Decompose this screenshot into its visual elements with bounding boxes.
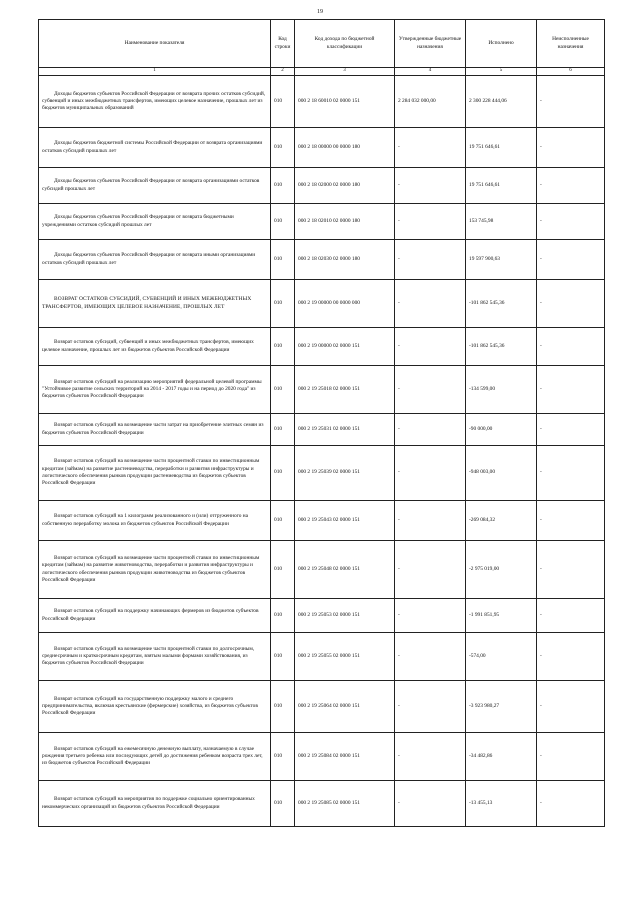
row-approved: -: [395, 128, 466, 168]
row-classification: 000 2 19 00000 02 0000 151: [295, 328, 395, 366]
row-classification: 000 2 19 25055 02 0000 151: [295, 633, 395, 681]
row-executed: -90 000,00: [466, 414, 537, 446]
row-approved: -: [395, 328, 466, 366]
column-number-row: [39, 68, 605, 76]
row-unexecuted: -: [537, 414, 605, 446]
row-executed: -948 003,00: [466, 446, 537, 501]
row-name: Возврат остатков субсидий на поддержку начинающих фермеров из бюджетов субъектов Российской Федерации: [39, 599, 271, 633]
row-name: Доходы бюджетов субъектов Российской Федерации от возврата организациями остатков субсидий прошлых лет: [39, 168, 271, 204]
column-number: 3: [295, 68, 395, 76]
row-approved: -: [395, 541, 466, 599]
row-unexecuted: -: [537, 76, 605, 128]
row-executed: -134 599,00: [466, 366, 537, 414]
header-approved: Утвержденные бюджетные назначения: [395, 20, 466, 68]
table-row: [39, 501, 605, 541]
row-executed: 19 751 646,61: [466, 168, 537, 204]
row-approved: 2 284 032 000,00: [395, 76, 466, 128]
row-code: 010: [271, 328, 295, 366]
row-executed: -574,00: [466, 633, 537, 681]
row-approved: -: [395, 501, 466, 541]
row-code: 010: [271, 280, 295, 328]
row-approved: -: [395, 781, 466, 827]
row-classification: 000 2 19 25085 02 0000 151: [295, 781, 395, 827]
row-code: 010: [271, 168, 295, 204]
table-row: [39, 328, 605, 366]
row-unexecuted: -: [537, 781, 605, 827]
row-unexecuted: -: [537, 681, 605, 733]
row-executed: -13 455,13: [466, 781, 537, 827]
column-number: 2: [271, 68, 295, 76]
header-name: Наименование показателя: [39, 20, 271, 68]
row-approved: -: [395, 599, 466, 633]
header-code: Код строки: [271, 20, 295, 68]
table-row: [39, 633, 605, 681]
header-unexecuted: Неисполненные назначения: [537, 20, 605, 68]
row-code: 010: [271, 76, 295, 128]
row-code: 010: [271, 128, 295, 168]
table-row: [39, 733, 605, 781]
row-unexecuted: -: [537, 280, 605, 328]
row-unexecuted: -: [537, 501, 605, 541]
row-name: Возврат остатков субсидий на государственную поддержку малого и среднего предпринимательства, включая крестьянские (фермерские) хозяйства, из бюджетов субъектов Российской Федерации: [39, 681, 271, 733]
row-unexecuted: -: [537, 599, 605, 633]
table-row: [39, 446, 605, 501]
header-executed: Исполнено: [466, 20, 537, 68]
row-code: 010: [271, 681, 295, 733]
row-unexecuted: -: [537, 733, 605, 781]
row-executed: -34 482,86: [466, 733, 537, 781]
row-unexecuted: -: [537, 204, 605, 240]
row-name: Возврат остатков субсидий на возмещение части процентной ставки по долгосрочным, среднесрочным и краткосрочным кредитам, взятым малыми формами хозяйствования, из бюджетов субъектов Российской Федерации: [39, 633, 271, 681]
row-classification: 000 2 18 02010 02 0000 180: [295, 204, 395, 240]
table-row: [39, 414, 605, 446]
table-row: [39, 541, 605, 599]
row-name: Возврат остатков субсидий на реализацию мероприятий федеральной целевой программы "Устойчивое развитие сельских территорий на 2014 - 2017 годы и на период до 2020 года" из бюджетов субъектов Российской Федерации: [39, 366, 271, 414]
row-approved: -: [395, 414, 466, 446]
row-code: 010: [271, 501, 295, 541]
row-approved: -: [395, 681, 466, 733]
row-name: Возврат остатков субсидий на возмещение части процентной ставки по инвестиционным кредитам (займам) на развитие животноводства, переработки и развития инфраструктуры и логистического обеспечения рынков продукции животноводства из бюджетов субъектов Российской Федерации: [39, 541, 271, 599]
row-code: 010: [271, 240, 295, 280]
row-approved: -: [395, 280, 466, 328]
row-classification: 000 2 19 25053 02 0000 151: [295, 599, 395, 633]
row-code: 010: [271, 599, 295, 633]
row-code: 010: [271, 204, 295, 240]
row-executed: -1 991 851,95: [466, 599, 537, 633]
table-row: [39, 204, 605, 240]
row-executed: 19 597 900,63: [466, 240, 537, 280]
column-number: 5: [466, 68, 537, 76]
row-unexecuted: -: [537, 366, 605, 414]
column-number: 6: [537, 68, 605, 76]
row-classification: 000 2 19 25031 02 0000 151: [295, 414, 395, 446]
row-code: 010: [271, 541, 295, 599]
row-executed: 153 745,98: [466, 204, 537, 240]
row-classification: 000 2 19 25064 02 0000 151: [295, 681, 395, 733]
table-row: [39, 280, 605, 328]
column-number: 1: [39, 68, 271, 76]
row-name: Возврат остатков субсидий на 1 килограмм реализованного и (или) отгруженного на собственную переработку молока из бюджетов субъектов Российской Федерации: [39, 501, 271, 541]
row-approved: -: [395, 733, 466, 781]
row-classification: 000 2 19 25043 02 0000 151: [295, 501, 395, 541]
row-code: 010: [271, 633, 295, 681]
table-row: [39, 781, 605, 827]
row-name: ВОЗВРАТ ОСТАТКОВ СУБСИДИЙ, СУБВЕНЦИЙ И ИНЫХ МЕЖБЮДЖЕТНЫХ ТРАНСФЕРТОВ, ИМЕЮЩИХ ЦЕЛЕВОЕ НАЗНАЧЕНИЕ, ПРОШЛЫХ ЛЕТ: [39, 280, 271, 328]
row-code: 010: [271, 366, 295, 414]
row-code: 010: [271, 781, 295, 827]
page-number: 19: [317, 9, 323, 15]
row-executed: 2 300 228 444,06: [466, 76, 537, 128]
row-unexecuted: -: [537, 128, 605, 168]
row-unexecuted: -: [537, 541, 605, 599]
row-executed: -101 862 545,36: [466, 280, 537, 328]
row-executed: -101 862 545,36: [466, 328, 537, 366]
row-classification: 000 2 18 02000 02 0000 180: [295, 168, 395, 204]
row-classification: 000 2 18 02030 02 0000 180: [295, 240, 395, 280]
row-code: 010: [271, 446, 295, 501]
table-row: [39, 76, 605, 128]
row-approved: -: [395, 204, 466, 240]
row-unexecuted: -: [537, 328, 605, 366]
table-row: [39, 366, 605, 414]
row-classification: 000 2 19 25084 02 0000 151: [295, 733, 395, 781]
row-name: Доходы бюджетов субъектов Российской Федерации от возврата бюджетными учреждениями остатков субсидий прошлых лет: [39, 204, 271, 240]
row-classification: 000 2 18 60010 02 0000 151: [295, 76, 395, 128]
row-code: 010: [271, 733, 295, 781]
row-approved: -: [395, 240, 466, 280]
row-approved: -: [395, 168, 466, 204]
row-name: Возврат остатков субсидий на возмещение части процентной ставки по инвестиционным кредитам (займам) на развитие растениеводства, переработки и развития инфраструктуры и логистического обеспечения рынков продукции растениеводства из бюджетов субъектов Российской Федерации: [39, 446, 271, 501]
row-name: Возврат остатков субсидий на ежемесячную денежную выплату, назначаемую в случае рождения третьего ребенка или последующих детей до достижения ребенком возраста трех лет, из бюджетов субъектов Российской Федерации: [39, 733, 271, 781]
row-executed: -3 923 980,27: [466, 681, 537, 733]
row-name: Возврат остатков субсидий на мероприятия по поддержке социально ориентированных некоммерческих организаций из бюджетов субъектов Российской Федерации: [39, 781, 271, 827]
row-unexecuted: -: [537, 168, 605, 204]
row-classification: 000 2 19 00000 00 0000 000: [295, 280, 395, 328]
column-number: 4: [395, 68, 466, 76]
table-row: [39, 681, 605, 733]
table-row: [39, 599, 605, 633]
table-row: [39, 128, 605, 168]
row-classification: 000 2 19 25018 02 0000 151: [295, 366, 395, 414]
header-classification: Код дохода по бюджетной классификации: [295, 20, 395, 68]
row-unexecuted: -: [537, 633, 605, 681]
row-name: Возврат остатков субсидий на возмещение части затрат на приобретение элитных семян из бюджетов субъектов Российской Федерации: [39, 414, 271, 446]
row-name: Возврат остатков субсидий, субвенций и иных межбюджетных трансфертов, имеющих целевое назначение, прошлых лет из бюджетов субъектов Российской Федерации: [39, 328, 271, 366]
table-row: [39, 168, 605, 204]
row-unexecuted: -: [537, 240, 605, 280]
row-approved: -: [395, 366, 466, 414]
row-name: Доходы бюджетов бюджетной системы Российской Федерации от возврата организациями остатков субсидий прошлых лет: [39, 128, 271, 168]
row-approved: -: [395, 446, 466, 501]
row-name: Доходы бюджетов субъектов Российской Федерации от возврата прочих остатков субсидий, субвенций и иных межбюджетных трансфертов, имеющих целевое назначение, прошлых лет из бюджетов муниципальных образований: [39, 76, 271, 128]
table-header-row: [39, 20, 605, 68]
row-classification: 000 2 19 25039 02 0000 151: [295, 446, 395, 501]
row-executed: -269 084,32: [466, 501, 537, 541]
row-executed: -2 975 019,00: [466, 541, 537, 599]
row-unexecuted: -: [537, 446, 605, 501]
budget-execution-table: [38, 19, 605, 827]
row-classification: 000 2 19 25048 02 0000 151: [295, 541, 395, 599]
row-classification: 000 2 18 00000 00 0000 180: [295, 128, 395, 168]
table-row: [39, 240, 605, 280]
row-approved: -: [395, 633, 466, 681]
row-name: Доходы бюджетов субъектов Российской Федерации от возврата иными организациями остатков субсидий прошлых лет: [39, 240, 271, 280]
row-code: 010: [271, 414, 295, 446]
row-executed: 19 751 646,61: [466, 128, 537, 168]
